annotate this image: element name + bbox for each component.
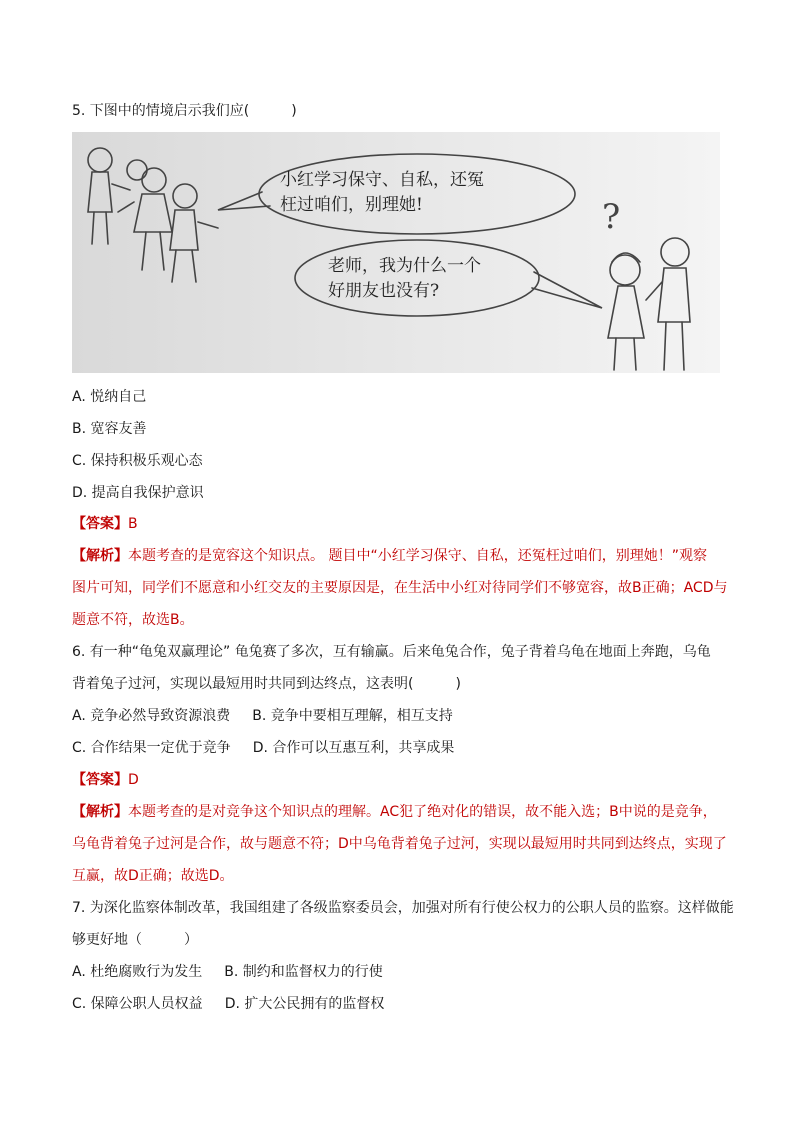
q7-option-a: A. 杜绝腐败行为发生 [72,964,203,980]
q7-stem-line-1: 7. 为深化监察体制改革，我国组建了各级监察委员会，加强对所有行使公权力的公职人员的监察。这样做能 [72,900,734,916]
q7-option-c: C. 保障公职人员权益 [72,996,203,1012]
bubble1-line2: 枉过咱们，别理她! [280,195,423,215]
analysis-text: 本题考查的是宽容这个知识点。 题目中“小红学习保守、自私，还冤枉过咱们，别理她！”观察 [128,548,707,564]
q6-analysis-line-1 [72,802,717,822]
answer-tag: 【答案】 [72,772,128,788]
student-head-2 [142,168,166,192]
q5-option-c: C. 保持积极乐观心态 [72,453,203,469]
student-head-3 [127,160,147,180]
q5-option-d: D. 提高自我保护意识 [72,485,204,501]
q6-analysis-line-3: 互赢，故D正确；故选D。 [72,868,234,884]
q5-answer [72,514,138,534]
student-head-1 [88,148,112,172]
q6-option-b: B. 竞争中要相互理解，相互支持 [252,708,453,724]
answer-value: D [128,772,139,788]
q5-analysis-line-3: 题意不符，故选B。 [72,612,194,628]
analysis-text: 本题考查的是对竞争这个知识点的理解。AC犯了绝对化的错误，故不能入选；B中说的是竞争， [128,804,717,820]
q6-stem-line-2: 背着兔子过河，实现以最短用时共同到达终点，这表明( ) [72,676,461,692]
q6-option-d: D. 合作可以互惠互利，共享成果 [252,740,455,756]
question-mark-glyph: ? [602,197,621,237]
q6-analysis-line-2: 乌龟背着兔子过河是合作，故与题意不符；D中乌龟背着兔子过河，实现以最短用时共同到达终点，实现了 [72,836,727,852]
q5-stem: 5. 下图中的情境启示我们应( ) [72,103,297,119]
answer-value: B [128,516,138,532]
q6-options-row-2 [72,738,454,758]
q6-options-row-1 [72,706,453,726]
q5-cartoon-figure [72,132,720,373]
analysis-tag: 【解析】 [72,804,128,820]
q6-stem-line-1: 6. 有一种“龟兔双赢理论” 龟兔赛了多次，互有输赢。后来龟兔合作，兔子背着乌龟在地面上奔跑，乌龟 [72,644,711,660]
q5-option-a: A. 悦纳自己 [72,389,147,405]
q7-options-row-2 [72,994,384,1014]
q7-stem-line-2: 够更好地（ ） [72,932,198,948]
bubble1-line1: 小红学习保守、自私，还冤 [280,170,484,190]
teacher-head [661,238,689,266]
bubble2-line2: 好朋友也没有? [328,281,440,301]
q5-analysis-line-1 [72,546,707,566]
q6-option-c: C. 合作结果一定优于竞争 [72,740,231,756]
q5-analysis-line-2: 图片可知，同学们不愿意和小红交友的主要原因是，在生活中小红对待同学们不够宽容，故B正确；ACD与 [72,580,728,596]
analysis-tag: 【解析】 [72,548,128,564]
q6-option-a: A. 竞争必然导致资源浪费 [72,708,231,724]
q6-answer [72,770,139,790]
q7-option-b: B. 制约和监督权力的行使 [224,964,383,980]
bubble2-line1: 老师，我为什么一个 [328,256,481,276]
q7-option-d: D. 扩大公民拥有的监督权 [224,996,385,1012]
q5-option-b: B. 宽容友善 [72,421,147,437]
answer-tag: 【答案】 [72,516,128,532]
student-head-4 [173,184,197,208]
q7-options-row-1 [72,962,383,982]
